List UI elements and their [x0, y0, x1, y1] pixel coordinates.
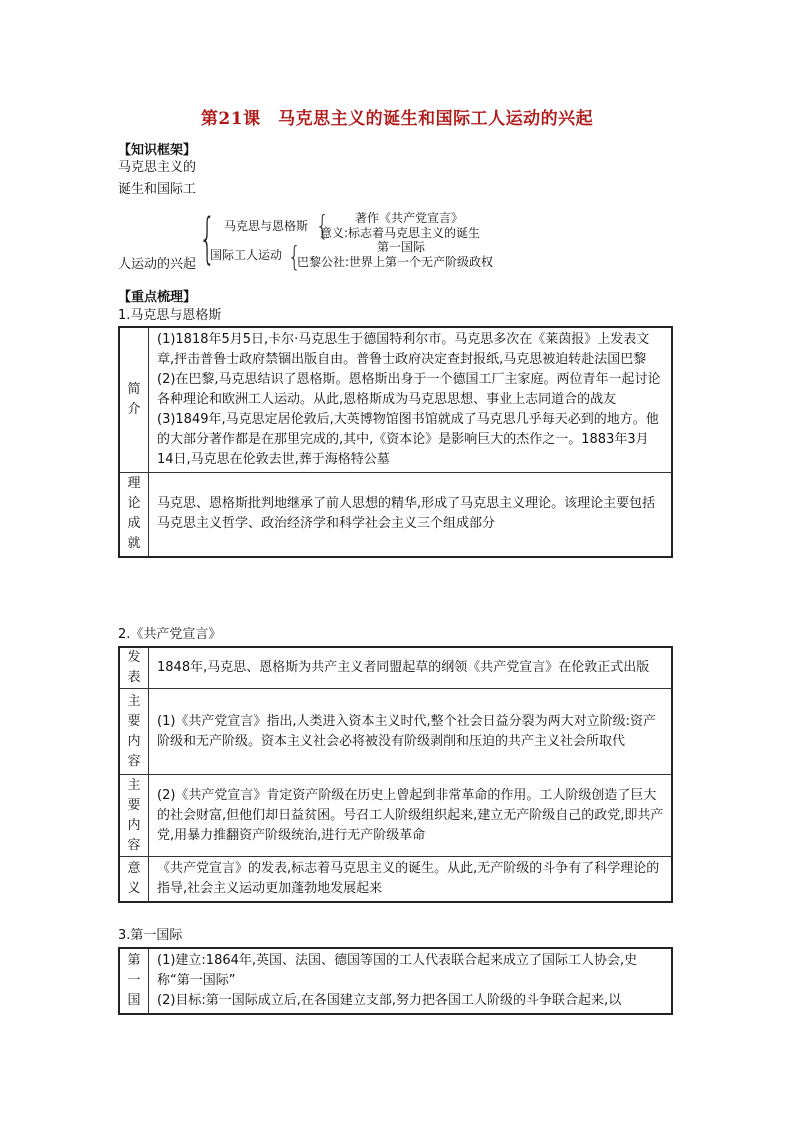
- framework-root-line-3: 人运动的兴起: [118, 257, 197, 272]
- framework-root-line-2: 诞生和国际工: [118, 182, 197, 197]
- framework-main-brace: {: [199, 208, 216, 272]
- page-title: 第21课 马克思主义的诞生和国际工人运动的兴起: [200, 109, 594, 129]
- framework-leaf-1-1: 著作《共产党宣言》: [355, 211, 464, 225]
- framework-leaf-2-2: 巴黎公社:世界上第一个无产阶级政权: [297, 255, 494, 269]
- table-row: [119, 647, 672, 689]
- section-3-heading: 3.第一国际: [118, 928, 183, 943]
- table-row: [119, 689, 672, 775]
- row-label: 主要内容: [119, 775, 149, 857]
- section-2-table: [118, 646, 673, 903]
- table-row: [119, 473, 672, 557]
- row-label: 发表: [119, 647, 149, 689]
- table-row: [119, 948, 672, 1014]
- paragraph: (2)在巴黎,马克思结识了恩格斯。恩格斯出身于一个德国工厂主家庭。两位青年一起讨论各种理论和欧洲工人运动。从此,恩格斯成为马克思思想、事业上志同道合的战友: [157, 372, 661, 407]
- section-1-heading: 1.马克思与恩格斯: [118, 308, 222, 323]
- paragraph: (1)1818年5月5日,卡尔·马克思生于德国特利尔市。马克思多次在《莱茵报》上发表文章,抨击普鲁士政府禁锢出版自由。普鲁士政府决定查封报纸,马克思被迫转赴法国巴黎: [157, 332, 650, 367]
- paragraph: (1)《共产党宣言》指出,人类进入资本主义时代,整个社会日益分裂为两大对立阶级:资产阶级和无产阶级。资本主义社会必将被没有阶级剥削和压迫的共产主义社会所取代: [157, 713, 657, 749]
- row-content: [149, 689, 673, 775]
- paragraph: (3)1849年,马克思定居伦敦后,大英博物馆图书馆就成了马克思几乎每天必到的地方。他的大部分著作都是在那里完成的,其中,《资本论》是影响巨大的杰作之一。1883年3月14日,马克思在伦敦去世,葬于海格特公墓: [157, 412, 659, 467]
- section-3-table: [118, 947, 673, 1015]
- section-2-heading: 2.《共产党宣言》: [118, 627, 222, 642]
- row-label: 简介: [119, 327, 149, 473]
- framework-leaf-1-2: 意义:标志着马克思主义的诞生: [320, 226, 481, 240]
- row-content: [149, 647, 673, 689]
- framework-heading: 【知识框架】: [118, 143, 197, 158]
- framework-root-line-1: 马克思主义的: [118, 160, 197, 175]
- row-label: 理论成就: [119, 473, 149, 557]
- row-content: [149, 948, 673, 1014]
- table-row: [119, 327, 672, 473]
- framework-branch-1-brace: {: [316, 208, 329, 242]
- framework-branch-2-brace: {: [288, 239, 301, 273]
- row-label: 意义: [119, 857, 149, 903]
- table-row: [119, 775, 672, 857]
- table-row: [119, 857, 672, 903]
- row-content: [149, 857, 673, 903]
- row-label: 第一国: [119, 948, 149, 1014]
- paragraph: (2)《共产党宣言》肯定资产阶级在历史上曾起到非常革命的作用。工人阶级创造了巨大的社会财富,但他们却日益贫困。号召工人阶级组织起来,建立无产阶级自己的政党,即共产党,用暴力推翻资产阶级统治,进行无产阶级革命: [157, 787, 664, 843]
- framework-leaf-2-1: 第一国际: [377, 240, 426, 254]
- framework-branch-2: 国际工人运动: [210, 248, 283, 262]
- row-content: [149, 327, 673, 473]
- row-content: [149, 473, 673, 557]
- paragraph: 1848年,马克思、恩格斯为共产主义者同盟起草的纲领《共产党宣言》在伦敦正式出版: [157, 660, 650, 675]
- paragraph: 《共产党宣言》的发表,标志着马克思主义的诞生。从此,无产阶级的斗争有了科学理论的指导,社会主义运动更加蓬勃地发展起来: [157, 861, 660, 896]
- review-heading: 【重点梳理】: [118, 290, 197, 305]
- framework-branch-1: 马克思与恩格斯: [224, 219, 309, 233]
- row-content: [149, 775, 673, 857]
- paragraph: (1)建立:1864年,英国、法国、德国等国的工人代表联合起来成立了国际工人协会,史称“第一国际”: [157, 953, 638, 988]
- paragraph: 马克思、恩格斯批判地继承了前人思想的精华,形成了马克思主义理论。该理论主要包括马克思主义哲学、政治经济学和科学社会主义三个组成部分: [157, 496, 656, 532]
- row-label: 主要内容: [119, 689, 149, 775]
- paragraph: (2)目标:第一国际成立后,在各国建立支部,努力把各国工人阶级的斗争联合起来,以: [157, 993, 622, 1008]
- section-1-table: [118, 326, 673, 558]
